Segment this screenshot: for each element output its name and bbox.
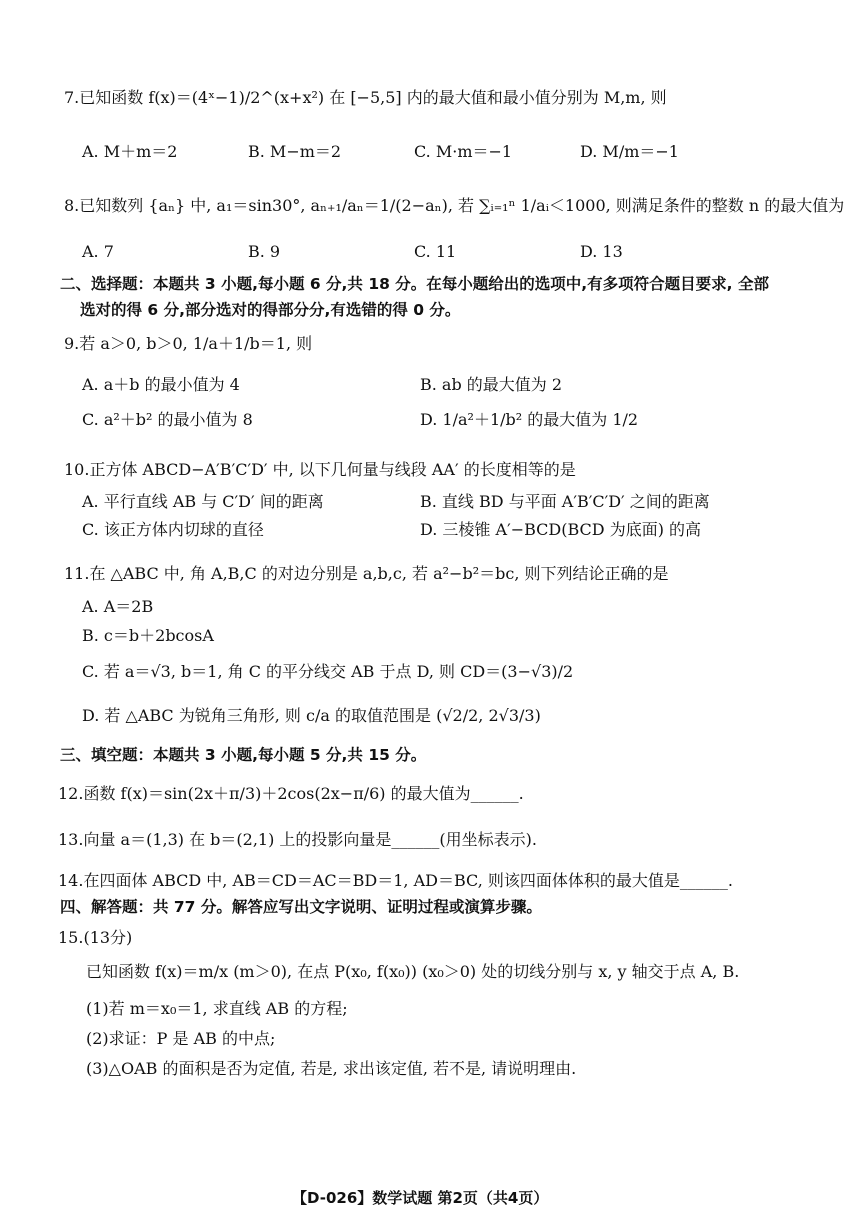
q11-stem: 11.在 △ABC 中, 角 A,B,C 的对边分别是 a,b,c, 若 a²−b²＝bc, 则下列结论正确的是	[64, 564, 669, 583]
page-footer: 【D-026】数学试题 第2页（共4页）	[292, 1189, 549, 1207]
q9-option-b: B. ab 的最大值为 2	[420, 375, 563, 394]
q9-stem: 9.若 a＞0, b＞0, 1/a＋1/b＝1, 则	[64, 334, 313, 353]
q8-option-d: D. 13	[580, 242, 623, 261]
section2-heading-cont: 选对的得 6 分,部分选对的得部分分,有选错的得 0 分。	[80, 301, 461, 319]
q7-stem: 7.已知函数 f(x)＝(4ˣ−1)/2^(x+x²) 在 [−5,5] 内的最大值和最小值分别为 M,m, 则	[64, 88, 667, 107]
q14-stem: 14.在四面体 ABCD 中, AB＝CD＝AC＝BD＝1, AD＝BC, 则该四面体体积的最大值是______.	[58, 871, 733, 890]
q15-part-3: (3)△OAB 的面积是否为定值, 若是, 求出该定值, 若不是, 请说明理由.	[86, 1059, 577, 1078]
q10-stem: 10.正方体 ABCD−A′B′C′D′ 中, 以下几何量与线段 AA′ 的长度相等的是	[64, 460, 576, 479]
q9-option-a: A. a＋b 的最小值为 4	[82, 375, 240, 394]
q10-option-b: B. 直线 BD 与平面 A′B′C′D′ 之间的距离	[420, 492, 710, 511]
q8-stem: 8.已知数列 {aₙ} 中, a₁＝sin30°, aₙ₊₁/aₙ＝1/(2−aₙ), 若 ∑ᵢ₌₁ⁿ 1/aᵢ＜1000, 则满足条件的整数 n 的最大值为	[64, 196, 845, 215]
q8-option-a: A. 7	[82, 242, 114, 261]
q10-option-c: C. 该正方体内切球的直径	[82, 520, 264, 539]
q7-option-b: B. M−m＝2	[248, 142, 342, 161]
q9-option-d: D. 1/a²＋1/b² 的最大值为 1/2	[420, 410, 639, 429]
section2-heading: 二、选择题：本题共 3 小题,每小题 6 分,共 18 分。在每小题给出的选项中,有多项符合题目要求, 全部	[60, 275, 769, 293]
q8-option-b: B. 9	[248, 242, 281, 261]
q10-option-a: A. 平行直线 AB 与 C′D′ 间的距离	[82, 492, 324, 511]
section3-heading: 三、填空题：本题共 3 小题,每小题 5 分,共 15 分。	[60, 746, 427, 764]
section4-heading: 四、解答题：共 77 分。解答应写出文字说明、证明过程或演算步骤。	[60, 898, 542, 916]
q11-option-a: A. A＝2B	[82, 597, 154, 616]
q15-part-1: (1)若 m＝x₀＝1, 求直线 AB 的方程;	[86, 999, 348, 1018]
q12-stem: 12.函数 f(x)＝sin(2x＋π/3)＋2cos(2x−π/6) 的最大值为______.	[58, 784, 524, 803]
q7-option-a: A. M＋m＝2	[82, 142, 178, 161]
q7-option-c: C. M·m＝−1	[414, 142, 513, 161]
q8-option-c: C. 11	[414, 242, 457, 261]
q11-option-d: D. 若 △ABC 为锐角三角形, 则 c/a 的取值范围是 (√2/2, 2√3/3)	[82, 706, 541, 725]
q11-option-c: C. 若 a＝√3, b＝1, 角 C 的平分线交 AB 于点 D, 则 CD＝(3−√3)/2	[82, 662, 574, 681]
q15-part-2: (2)求证：P 是 AB 的中点;	[86, 1029, 276, 1048]
q9-option-c: C. a²＋b² 的最小值为 8	[82, 410, 253, 429]
q7-option-d: D. M/m＝−1	[580, 142, 679, 161]
q15-header: 15.(13分)	[58, 928, 133, 947]
q11-option-b: B. c＝b＋2bcosA	[82, 626, 214, 645]
q15-stem: 已知函数 f(x)＝m/x (m＞0), 在点 P(x₀, f(x₀)) (x₀＞0) 处的切线分别与 x, y 轴交于点 A, B.	[86, 962, 740, 981]
q10-option-d: D. 三棱锥 A′−BCD(BCD 为底面) 的高	[420, 520, 702, 539]
q13-stem: 13.向量 a＝(1,3) 在 b＝(2,1) 上的投影向量是______(用坐标表示).	[58, 830, 538, 849]
